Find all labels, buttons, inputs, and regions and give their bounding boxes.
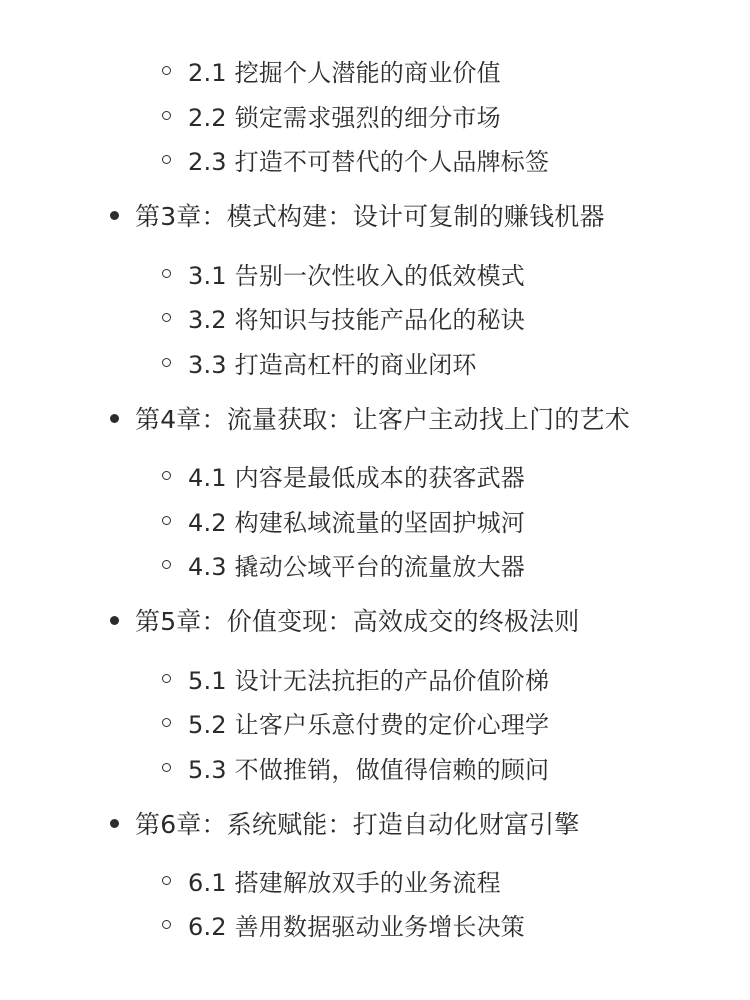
list-item — [162, 342, 477, 382]
chapter-text: 第5章：价值变现：高效成交的终极法则 — [135, 607, 580, 636]
circle-bullet-icon — [162, 876, 171, 885]
list-item — [162, 500, 525, 540]
chapter-text: 第4章：流量获取：让客户主动找上门的艺术 — [135, 405, 630, 434]
circle-bullet-icon — [162, 560, 171, 569]
list-item — [162, 747, 549, 787]
list-item — [162, 50, 501, 90]
list-item — [162, 904, 525, 944]
subsection-text: 2.1 挖掘个人潜能的商业价值 — [188, 58, 501, 87]
circle-bullet-icon — [162, 516, 171, 525]
chapter-text: 第3章：模式构建：设计可复制的赚钱机器 — [135, 202, 605, 231]
circle-bullet-icon — [162, 471, 171, 480]
chapter-item — [110, 398, 630, 438]
chapter-item — [110, 803, 580, 843]
subsection-text: 4.3 撬动公域平台的流量放大器 — [188, 552, 525, 581]
disc-bullet-icon — [110, 414, 119, 423]
list-item — [162, 544, 525, 584]
circle-bullet-icon — [162, 920, 171, 929]
subsection-text: 2.2 锁定需求强烈的细分市场 — [188, 103, 501, 132]
list-item — [162, 860, 501, 900]
circle-bullet-icon — [162, 358, 171, 367]
circle-bullet-icon — [162, 718, 171, 727]
list-item — [162, 95, 501, 135]
disc-bullet-icon — [110, 616, 119, 625]
circle-bullet-icon — [162, 269, 171, 278]
circle-bullet-icon — [162, 674, 171, 683]
list-item — [162, 455, 525, 495]
circle-bullet-icon — [162, 763, 171, 772]
subsection-text: 4.2 构建私域流量的坚固护城河 — [188, 508, 525, 537]
list-item — [162, 139, 549, 179]
disc-bullet-icon — [110, 819, 119, 828]
list-item — [162, 702, 549, 742]
circle-bullet-icon — [162, 155, 171, 164]
subsection-text: 6.2 善用数据驱动业务增长决策 — [188, 912, 525, 941]
list-item — [162, 658, 549, 698]
chapter-text: 第6章：系统赋能：打造自动化财富引擎 — [135, 810, 580, 839]
subsection-text: 3.3 打造高杠杆的商业闭环 — [188, 350, 477, 379]
circle-bullet-icon — [162, 313, 171, 322]
list-item — [162, 297, 525, 337]
circle-bullet-icon — [162, 111, 171, 120]
chapter-item — [110, 600, 580, 640]
subsection-text: 5.1 设计无法抗拒的产品价值阶梯 — [188, 666, 550, 695]
chapter-item — [110, 195, 605, 235]
subsection-text: 3.2 将知识与技能产品化的秘诀 — [188, 305, 525, 334]
subsection-text: 4.1 内容是最低成本的获客武器 — [188, 463, 525, 492]
list-item — [162, 253, 525, 293]
subsection-text: 3.1 告别一次性收入的低效模式 — [188, 261, 525, 290]
subsection-text: 2.3 打造不可替代的个人品牌标签 — [188, 147, 550, 176]
circle-bullet-icon — [162, 66, 171, 75]
subsection-text: 5.3 不做推销，做值得信赖的顾问 — [188, 755, 550, 784]
subsection-text: 5.2 让客户乐意付费的定价心理学 — [188, 710, 550, 739]
disc-bullet-icon — [110, 211, 119, 220]
subsection-text: 6.1 搭建解放双手的业务流程 — [188, 868, 501, 897]
